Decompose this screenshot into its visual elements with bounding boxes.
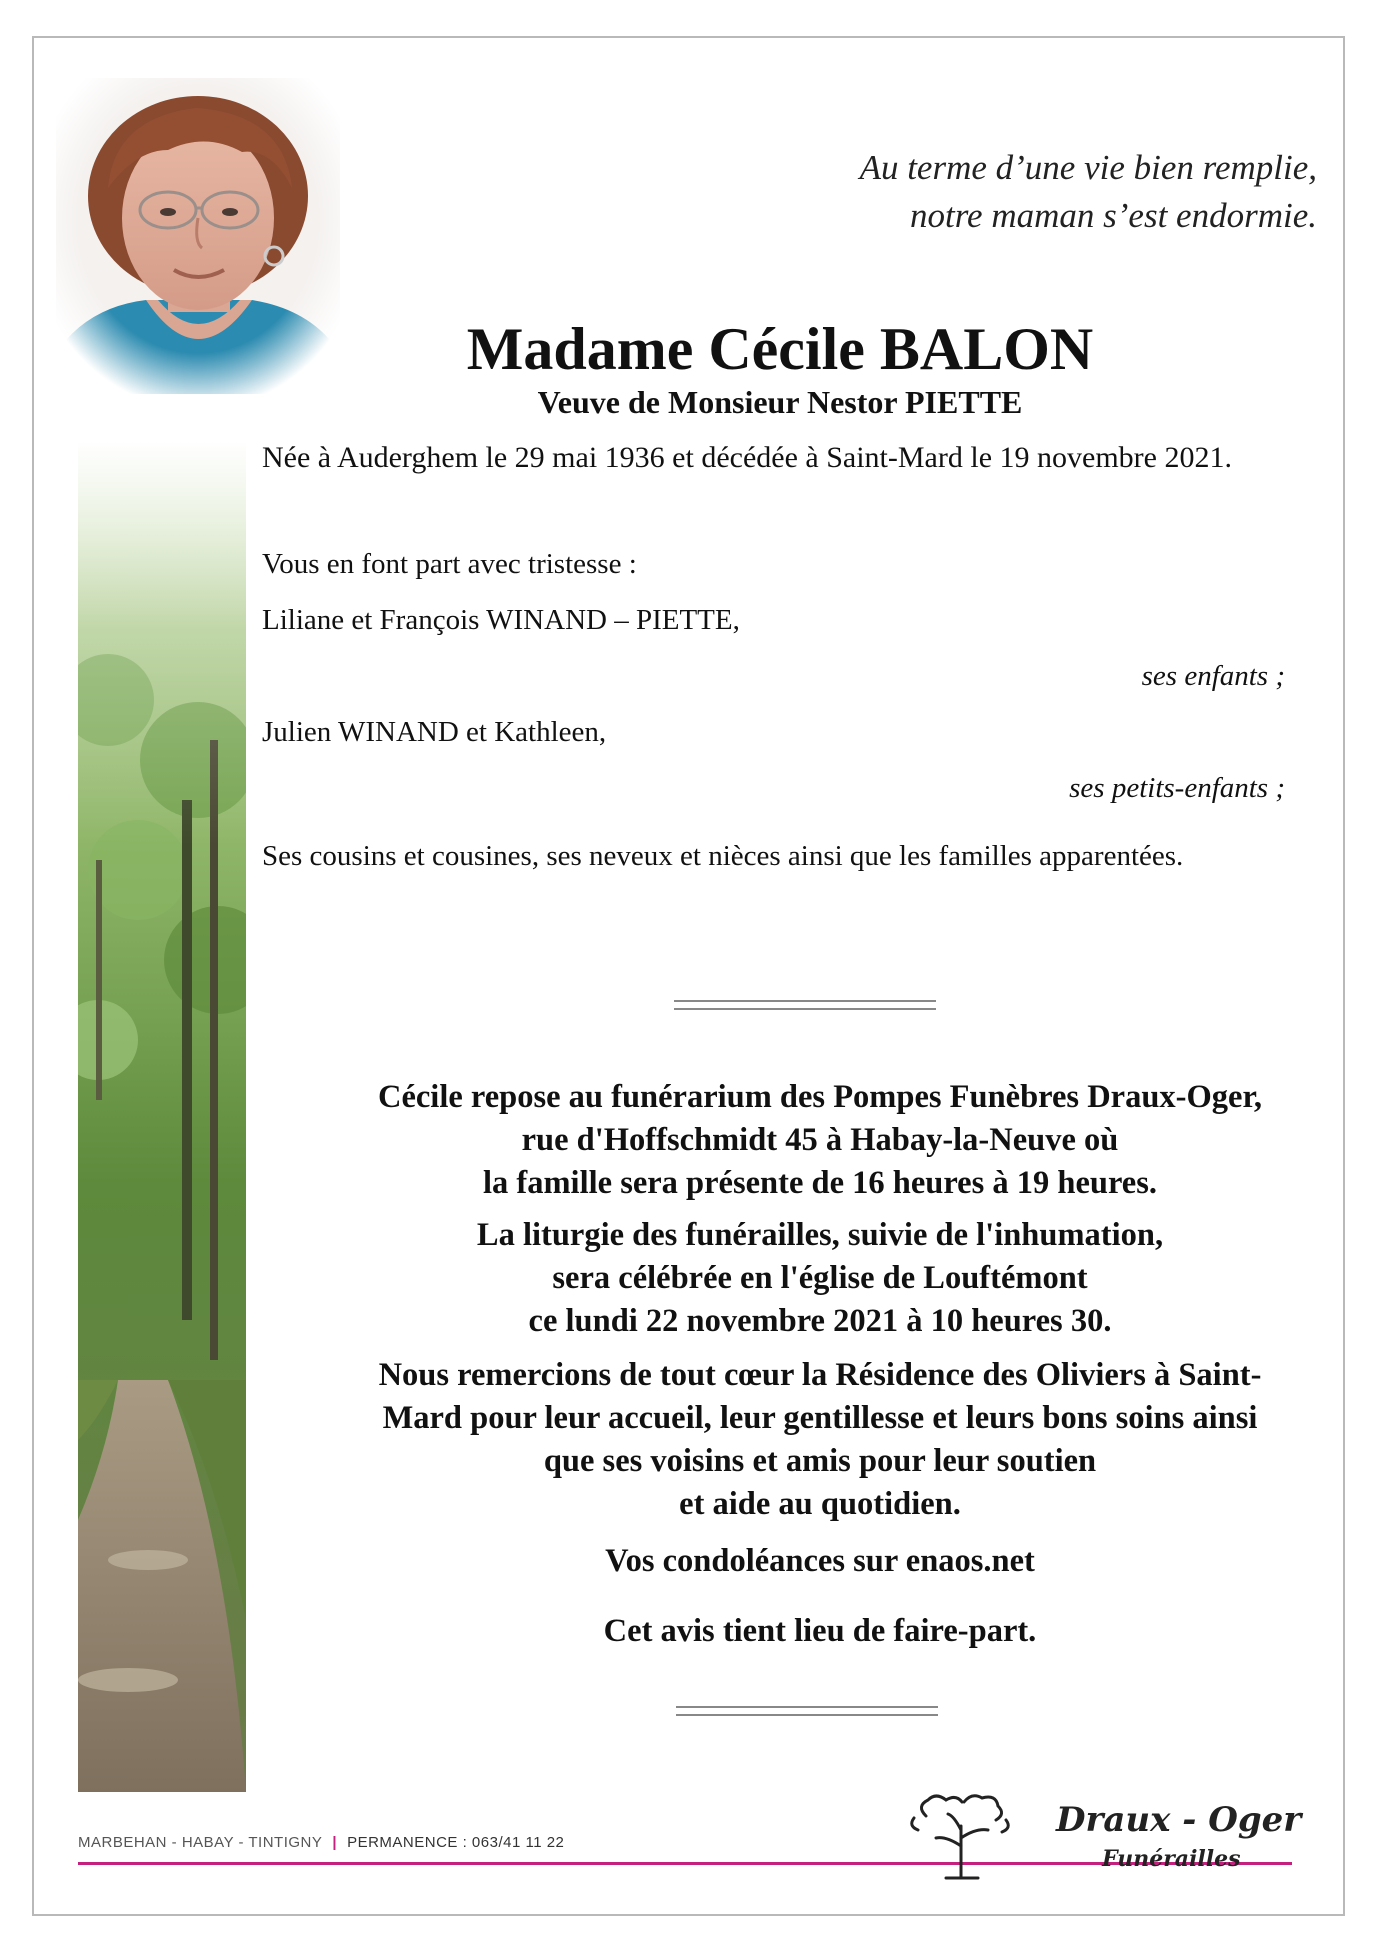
condolences-link: Vos condoléances sur enaos.net <box>605 1543 1035 1579</box>
children-names: Liliane et François WINAND – PIETTE, <box>262 604 740 636</box>
divider <box>676 1706 938 1716</box>
birth-death-dates: Née à Auderghem le 29 mai 1936 et décédée à Saint-Mard le 19 novembre 2021. <box>262 441 1232 474</box>
divider <box>674 1000 936 1010</box>
ceremony-line: sera célébrée en l'église de Louftémont <box>552 1260 1088 1296</box>
visitation-line: Cécile repose au funérarium des Pompes Funèbres Draux-Oger, <box>377 1079 1263 1115</box>
forest-path-image <box>78 440 246 1792</box>
ceremony-info <box>300 1214 1340 1343</box>
epigraph-line: notre maman s’est endormie. <box>910 196 1317 235</box>
thanks-line: Nous remercions de tout cœur la Résidence des Oliviers à Saint- <box>378 1357 1262 1393</box>
thanks-message <box>300 1354 1340 1526</box>
logo-subtitle: Funérailles <box>1102 1846 1241 1872</box>
grandchildren-role: ses petits-enfants ; <box>1069 772 1285 804</box>
footer-contact <box>78 1834 564 1851</box>
visitation-line: rue d'Hoffschmidt 45 à Habay-la-Neuve où <box>521 1122 1119 1158</box>
thanks-line: que ses voisins et amis pour leur soutien <box>543 1443 1097 1479</box>
family-intro: Vous en font part avec tristesse : <box>262 548 637 580</box>
grandchildren-names: Julien WINAND et Kathleen, <box>262 716 607 748</box>
children-role: ses enfants ; <box>1141 660 1285 692</box>
thanks-line: Mard pour leur accueil, leur gentillesse et leurs bons soins ainsi <box>382 1400 1258 1436</box>
deceased-name: Madame Cécile BALON <box>466 316 1094 382</box>
notice-text: Cet avis tient lieu de faire-part. <box>603 1613 1037 1649</box>
ceremony-line: La liturgie des funérailles, suivie de l'inhumation, <box>476 1217 1164 1253</box>
funeral-home-logo <box>906 1786 1302 1882</box>
footer-separator: | <box>332 1834 338 1851</box>
other-relatives: Ses cousins et cousines, ses neveux et nièces ainsi que les familles apparentées. <box>262 840 1184 872</box>
visitation-line: la famille sera présente de 16 heures à 19 heures. <box>483 1165 1157 1201</box>
epigraph <box>860 144 1317 240</box>
visitation-info <box>300 1076 1340 1205</box>
logo-name: Draux - Oger <box>1056 1800 1302 1840</box>
footer-locations: MARBEHAN - HABAY - TINTIGNY <box>78 1834 323 1851</box>
widow-of: Veuve de Monsieur Nestor PIETTE <box>537 384 1023 420</box>
ceremony-line: ce lundi 22 novembre 2021 à 10 heures 30. <box>528 1303 1112 1339</box>
epigraph-line: Au terme d’une vie bien remplie, <box>859 148 1317 187</box>
thanks-line: et aide au quotidien. <box>679 1486 961 1522</box>
portrait-photo <box>56 78 340 394</box>
tree-icon <box>906 1786 1016 1882</box>
footer-permanence: PERMANENCE : 063/41 11 22 <box>347 1834 565 1851</box>
